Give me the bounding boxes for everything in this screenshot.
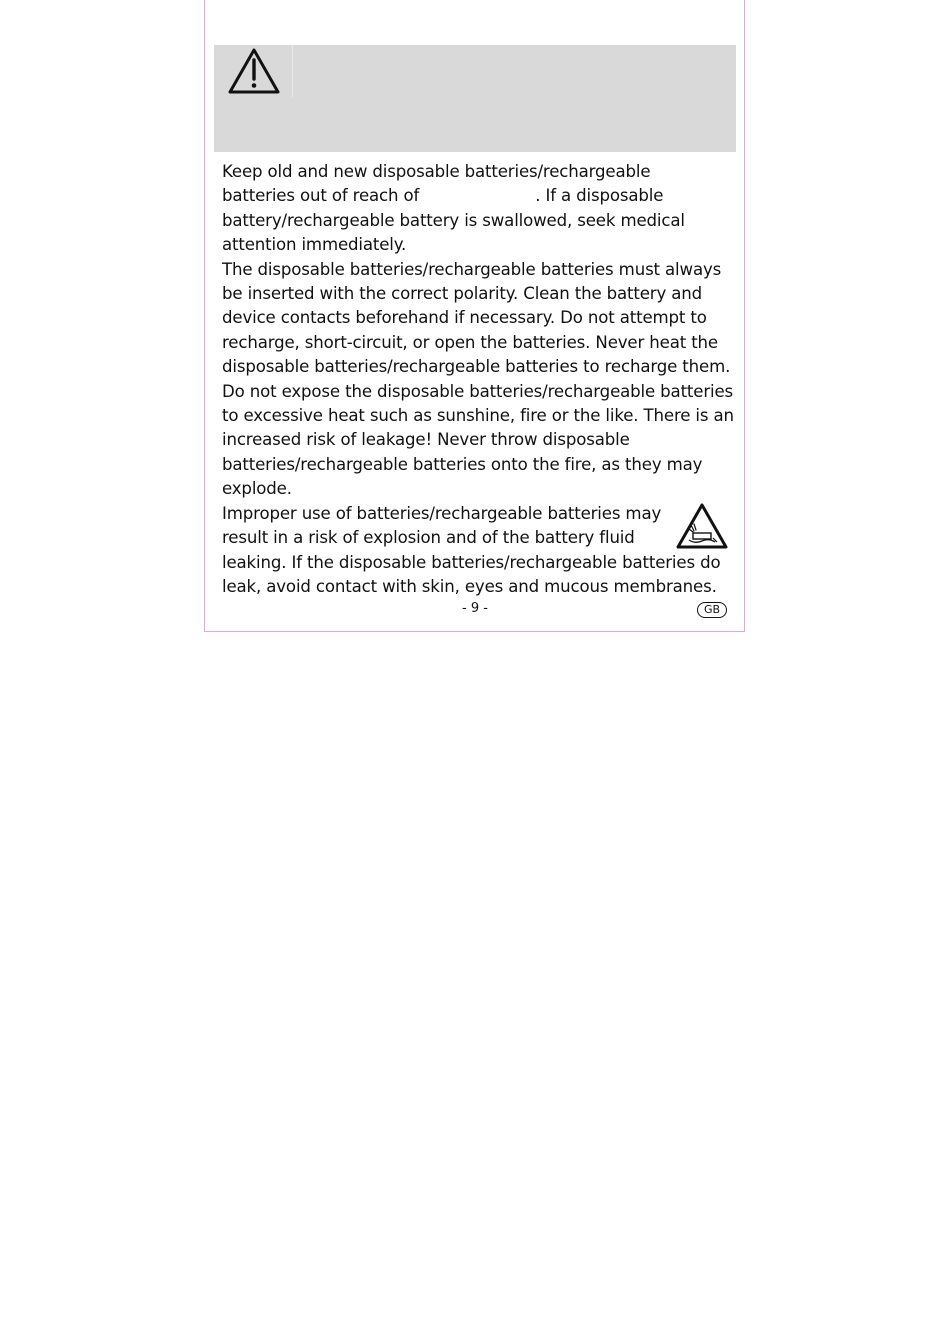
text-line: attention immediately.	[222, 235, 407, 255]
text-line: leak, avoid contact with skin, eyes and mucous membranes.	[222, 576, 717, 596]
text-line: leaking. If the disposable batteries/rechargeable batteries do	[222, 552, 721, 572]
fire-hazard-icon	[675, 502, 729, 550]
text-line: batteries out of reach of . If a disposable	[222, 186, 664, 206]
text-line: disposable batteries/rechargeable batteries to recharge them.	[222, 357, 731, 377]
text-line: Keep old and new disposable batteries/rechargeable	[222, 162, 651, 181]
text-line: be inserted with the correct polarity. Clean the battery and	[222, 284, 703, 304]
text-line: Do not expose the disposable batteries/rechargeable batteries	[222, 381, 734, 401]
text-line: device contacts beforehand if necessary. Do not attempt to	[222, 308, 707, 328]
page-number: - 9 -	[462, 601, 488, 616]
warning-icon-divider	[292, 45, 293, 97]
text-line: result in a risk of explosion and of the battery fluid	[222, 528, 635, 548]
text-line: recharge, short-circuit, or open the batteries. Never heat the	[222, 332, 718, 352]
text-line: batteries/rechargeable batteries onto the fire, as they may	[222, 454, 703, 474]
warning-triangle-icon	[226, 46, 282, 96]
text-line: battery/rechargeable battery is swallowed, seek medical	[222, 210, 685, 230]
text-line: increased risk of leakage! Never throw disposable	[222, 430, 630, 450]
text-line: Improper use of batteries/rechargeable batteries may	[222, 503, 662, 523]
text-line: The disposable batteries/rechargeable batteries must always	[222, 259, 722, 279]
battery-safety-text	[222, 160, 734, 599]
text-line: to excessive heat such as sunshine, fire or the like. There is an	[222, 406, 734, 426]
text-line: explode.	[222, 479, 292, 499]
language-badge: GB	[697, 602, 727, 618]
